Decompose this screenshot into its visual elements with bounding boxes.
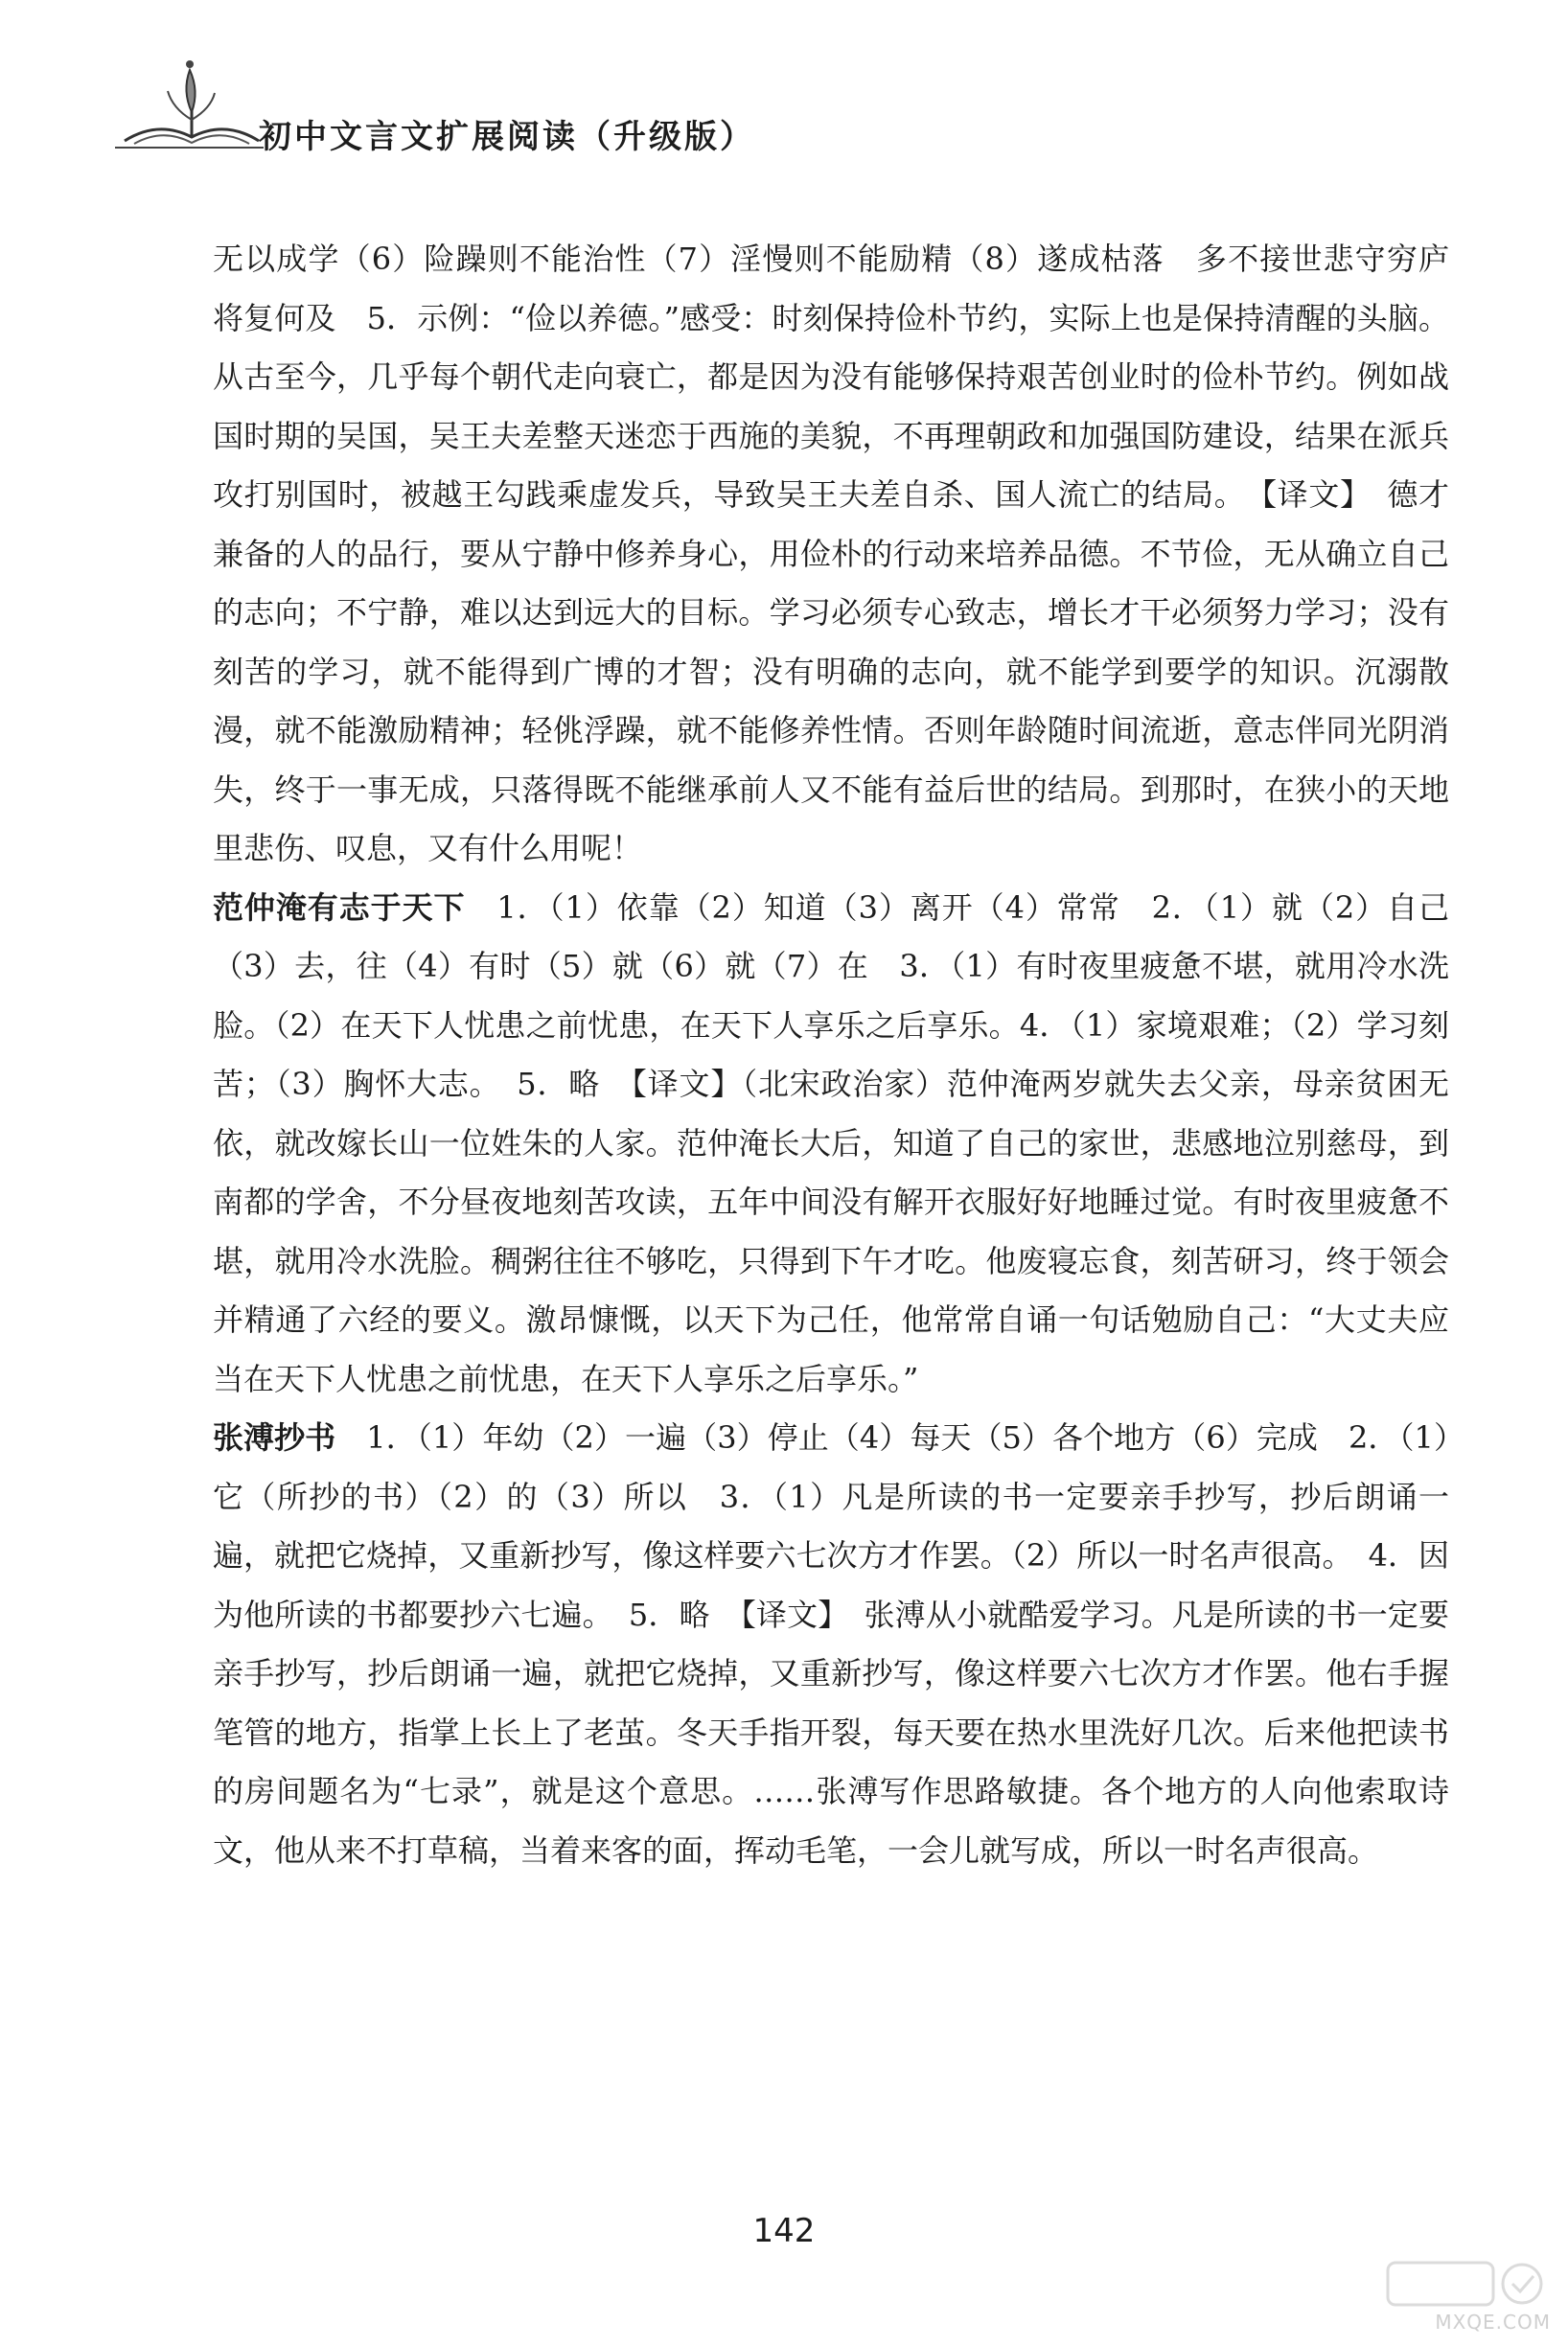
paragraph [213, 879, 1449, 1410]
book-title: 初中文言文扩展阅读（升级版） [259, 118, 755, 156]
section-title: 张溥抄书 [213, 1419, 336, 1456]
paragraph [213, 1409, 1449, 1880]
paragraph-text: 无以成学（6）险躁则不能治性（7）淫慢则不能励精（8）遂成枯落 多不接世悲守穷庐 将复何及 5．示例：“俭以养德。”感受：时刻保持俭朴节约，实际上也是保持清醒的头脑。从古至今，几乎每个朝代走向衰亡，都是因为没有能够保持艰苦创业时的俭朴节约。例如战国时期的吴国，吴王夫差整天迷恋于西施的美貌，不再理朝政和加强国防建设，结果在派兵攻打别国时，被越王勾践乘虚发兵，导致吴王夫差自杀、国人流亡的结局。 【译文】 德才兼备的人的品行，要从宁静中修养身心，用俭朴的行动来培养品德。不节俭，无从确立自己的志向；不宁静，难以达到远大的目标。学习必须专心致志，增长才干必须努力学习；没有刻苦的学习，就不能得到广博的才智；没有明确的志向，就不能学到要学的知识。沉溺散漫，就不能激励精神；轻佻浮躁，就不能修养性情。否则年龄随时间流逝，意志伴同光阴消失，终于一事无成，只落得既不能继承前人又不能有益后世的结局。到那时，在狭小的天地里悲伤、叹息，又有什么用呢！ [213, 241, 1481, 866]
section-title: 范仲淹有志于天下 [213, 888, 466, 926]
answer-content [213, 230, 1481, 1880]
watermark-text: MXQE.COM [1435, 2311, 1551, 2334]
answer-site-logo-icon [1369, 2257, 1551, 2311]
header-rule [115, 147, 264, 149]
book-lamp-icon [115, 53, 268, 149]
watermark [1369, 2257, 1551, 2334]
page-number: 142 [752, 2212, 816, 2250]
paragraph-text: 1．（1）依靠（2）知道（3）离开（4）常常 2．（1）就（2）自己（3）去，往（4）有时（5）就（6）就（7）在 3．（1）有时夜里疲惫不堪，就用冷水洗脸。（2）在天下人忧患之前忧患，在天下人享乐之后享乐。4．（1）家境艰难；（2）学习刻苦；（3）胸怀大志。 5．略 【译文】（北宋政治家）范仲淹两岁就失去父亲，母亲贫困无依，就改嫁长山一位姓朱的人家。范仲淹长大后，知道了自己的家世，悲感地泣别慈母，到南都的学舍，不分昼夜地刻苦攻读，五年中间没有解开衣服好好地睡过觉。有时夜里疲惫不堪，就用冷水洗脸。稠粥往往不够吃，只得到下午才吃。他废寝忘食，刻苦研习，终于领会并精通了六经的要义。激昂慷慨，以天下为己任，他常常自诵一句话勉励自己：“大丈夫应当在天下人忧患之前忧患，在天下人享乐之后享乐。” [213, 888, 1449, 1397]
paragraph [213, 230, 1481, 879]
paragraph-text: 1．（1）年幼（2）一遍（3）停止（4）每天（5）各个地方（6）完成 2．（1）它（所抄的书）（2）的（3）所以 3．（1）凡是所读的书一定要亲手抄写，抄后朗诵一遍，就把它烧掉，又重新抄写，像这样要六七次方才作罢。（2）所以一时名声很高。 4．因为他所读的书都要抄六七遍。 5．略 【译文】 张溥从小就酷爱学习。凡是所读的书一定要亲手抄写，抄后朗诵一遍，就把它烧掉，又重新抄写，像这样要六七次方才作罢。他右手握笔管的地方，指掌上长上了老茧。冬天手指开裂，每天要在热水里洗好几次。后来他把读书的房间题名为“七录”，就是这个意思。……张溥写作思路敏捷。各个地方的人向他索取诗文，他从来不打草稿，当着来客的面，挥动毛笔，一会儿就写成，所以一时名声很高。 [213, 1419, 1449, 1869]
page-header [115, 53, 1457, 158]
